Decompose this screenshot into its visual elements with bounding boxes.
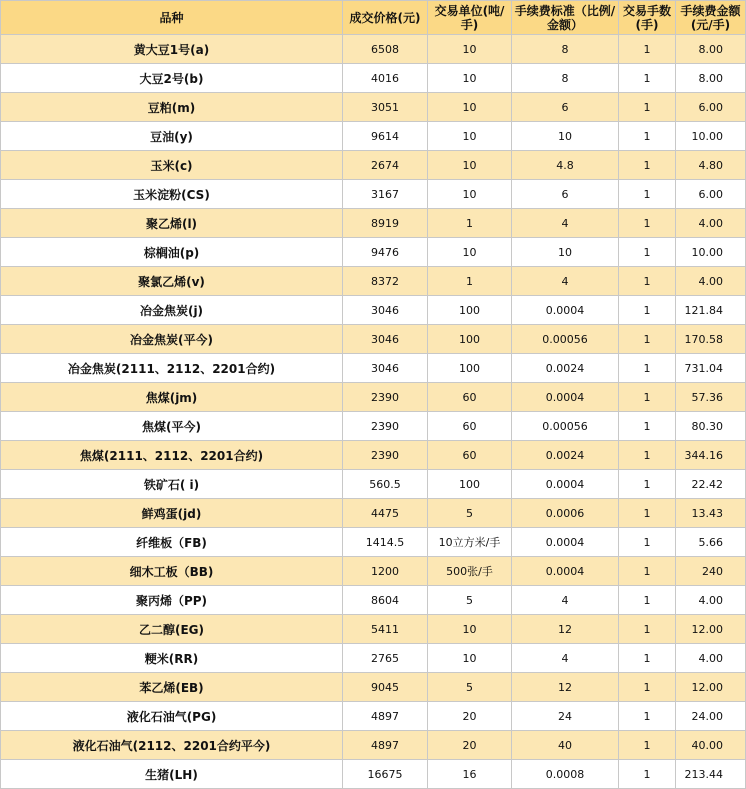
fee-amount-cell: 12.00 (676, 673, 746, 702)
price-cell: 3046 (343, 325, 428, 354)
trade-unit-cell: 60 (428, 441, 512, 470)
fee-amount-cell: 10.00 (676, 238, 746, 267)
lots-cell: 1 (619, 702, 676, 731)
lots-cell: 1 (619, 238, 676, 267)
header-lots: 交易手数(手) (619, 1, 676, 35)
fee-amount-cell: 24.00 (676, 702, 746, 731)
fee-standard-cell: 8 (512, 35, 619, 64)
price-cell: 2390 (343, 383, 428, 412)
fee-amount-cell: 4.00 (676, 586, 746, 615)
fee-standard-cell: 10 (512, 238, 619, 267)
lots-cell: 1 (619, 557, 676, 586)
price-cell: 16675 (343, 760, 428, 789)
variety-cell: 聚氯乙烯(v) (1, 267, 343, 296)
table-row (1, 354, 746, 383)
lots-cell: 1 (619, 122, 676, 151)
price-cell: 560.5 (343, 470, 428, 499)
table-row (1, 470, 746, 499)
header-trade-unit: 交易单位(吨/手) (428, 1, 512, 35)
variety-cell: 棕榈油(p) (1, 238, 343, 267)
trade-unit-cell: 10 (428, 93, 512, 122)
header-price: 成交价格(元) (343, 1, 428, 35)
trade-unit-cell: 10 (428, 238, 512, 267)
lots-cell: 1 (619, 354, 676, 383)
variety-cell: 黄大豆1号(a) (1, 35, 343, 64)
variety-cell: 铁矿石( i) (1, 470, 343, 499)
fee-standard-cell: 0.0004 (512, 383, 619, 412)
fee-amount-cell: 4.00 (676, 209, 746, 238)
trade-unit-cell: 10 (428, 151, 512, 180)
lots-cell: 1 (619, 180, 676, 209)
trade-unit-cell: 10 (428, 644, 512, 673)
table-row (1, 267, 746, 296)
fee-amount-cell: 10.00 (676, 122, 746, 151)
table-row (1, 586, 746, 615)
fee-amount-cell: 8.00 (676, 64, 746, 93)
fee-standard-cell: 4 (512, 209, 619, 238)
lots-cell: 1 (619, 209, 676, 238)
price-cell: 4897 (343, 702, 428, 731)
table-row (1, 296, 746, 325)
price-cell: 6508 (343, 35, 428, 64)
fee-amount-cell: 13.43 (676, 499, 746, 528)
variety-cell: 大豆2号(b) (1, 64, 343, 93)
fee-amount-cell: 5.66 (676, 528, 746, 557)
variety-cell: 液化石油气(PG) (1, 702, 343, 731)
fee-amount-cell: 170.58 (676, 325, 746, 354)
price-cell: 4475 (343, 499, 428, 528)
fee-standard-cell: 4 (512, 644, 619, 673)
trade-unit-cell: 60 (428, 412, 512, 441)
fee-standard-cell: 8 (512, 64, 619, 93)
header-row (1, 1, 746, 35)
fee-amount-cell: 213.44 (676, 760, 746, 789)
table-row (1, 383, 746, 412)
table-row (1, 325, 746, 354)
table-row (1, 731, 746, 760)
price-cell: 5411 (343, 615, 428, 644)
variety-cell: 冶金焦炭(平今) (1, 325, 343, 354)
price-cell: 2390 (343, 412, 428, 441)
table-row (1, 673, 746, 702)
lots-cell: 1 (619, 296, 676, 325)
trade-unit-cell: 60 (428, 383, 512, 412)
variety-cell: 焦煤(2111、2112、2201合约) (1, 441, 343, 470)
fee-standard-cell: 0.0024 (512, 354, 619, 383)
fee-standard-cell: 6 (512, 93, 619, 122)
price-cell: 3046 (343, 296, 428, 325)
fee-standard-cell: 0.0004 (512, 470, 619, 499)
trade-unit-cell: 5 (428, 499, 512, 528)
fee-standard-cell: 0.0006 (512, 499, 619, 528)
header-fee-standard: 手续费标准（比例/金额） (512, 1, 619, 35)
variety-cell: 液化石油气(2112、2201合约平今) (1, 731, 343, 760)
fee-standard-cell: 0.00056 (512, 325, 619, 354)
price-cell: 1200 (343, 557, 428, 586)
trade-unit-cell: 20 (428, 702, 512, 731)
trade-unit-cell: 100 (428, 325, 512, 354)
trade-unit-cell: 16 (428, 760, 512, 789)
fee-standard-cell: 4.8 (512, 151, 619, 180)
lots-cell: 1 (619, 151, 676, 180)
table-row (1, 557, 746, 586)
price-cell: 2765 (343, 644, 428, 673)
trade-unit-cell: 500张/手 (428, 557, 512, 586)
lots-cell: 1 (619, 760, 676, 789)
fee-standard-cell: 12 (512, 615, 619, 644)
lots-cell: 1 (619, 35, 676, 64)
trade-unit-cell: 10 (428, 64, 512, 93)
fee-standard-cell: 4 (512, 586, 619, 615)
fee-amount-cell: 12.00 (676, 615, 746, 644)
table-row (1, 760, 746, 789)
fee-amount-cell: 4.00 (676, 644, 746, 673)
fee-standard-cell: 10 (512, 122, 619, 151)
header-variety: 品种 (1, 1, 343, 35)
fee-standard-cell: 6 (512, 180, 619, 209)
variety-cell: 聚乙烯(l) (1, 209, 343, 238)
table-row (1, 122, 746, 151)
trade-unit-cell: 10 (428, 122, 512, 151)
table-row (1, 209, 746, 238)
lots-cell: 1 (619, 267, 676, 296)
price-cell: 3167 (343, 180, 428, 209)
variety-cell: 细木工板（BB) (1, 557, 343, 586)
table-row (1, 702, 746, 731)
fee-amount-cell: 22.42 (676, 470, 746, 499)
trade-unit-cell: 5 (428, 673, 512, 702)
variety-cell: 豆粕(m) (1, 93, 343, 122)
variety-cell: 生猪(LH) (1, 760, 343, 789)
price-cell: 3046 (343, 354, 428, 383)
lots-cell: 1 (619, 325, 676, 354)
price-cell: 4016 (343, 64, 428, 93)
table-row (1, 412, 746, 441)
fee-standard-cell: 0.0004 (512, 557, 619, 586)
price-cell: 2390 (343, 441, 428, 470)
fee-standard-cell: 0.0004 (512, 296, 619, 325)
price-cell: 8372 (343, 267, 428, 296)
trade-unit-cell: 1 (428, 267, 512, 296)
fee-amount-cell: 57.36 (676, 383, 746, 412)
trade-unit-cell: 10立方米/手 (428, 528, 512, 557)
trade-unit-cell: 10 (428, 180, 512, 209)
table-row (1, 64, 746, 93)
variety-cell: 玉米(c) (1, 151, 343, 180)
fee-amount-cell: 121.84 (676, 296, 746, 325)
fee-amount-cell: 4.80 (676, 151, 746, 180)
fee-standard-cell: 0.0008 (512, 760, 619, 789)
table-row (1, 615, 746, 644)
fee-standard-cell: 0.0024 (512, 441, 619, 470)
variety-cell: 粳米(RR) (1, 644, 343, 673)
price-cell: 8919 (343, 209, 428, 238)
fee-standard-cell: 12 (512, 673, 619, 702)
fee-amount-cell: 6.00 (676, 93, 746, 122)
variety-cell: 聚丙烯（PP) (1, 586, 343, 615)
price-cell: 3051 (343, 93, 428, 122)
lots-cell: 1 (619, 441, 676, 470)
fee-standard-cell: 0.00056 (512, 412, 619, 441)
table-row (1, 93, 746, 122)
table-row (1, 238, 746, 267)
trade-unit-cell: 1 (428, 209, 512, 238)
fee-amount-cell: 40.00 (676, 731, 746, 760)
header-fee-amount: 手续费金额(元/手) (676, 1, 746, 35)
fee-amount-cell: 80.30 (676, 412, 746, 441)
fee-amount-cell: 731.04 (676, 354, 746, 383)
lots-cell: 1 (619, 383, 676, 412)
variety-cell: 冶金焦炭(2111、2112、2201合约) (1, 354, 343, 383)
variety-cell: 焦煤(jm) (1, 383, 343, 412)
trade-unit-cell: 5 (428, 586, 512, 615)
trade-unit-cell: 100 (428, 296, 512, 325)
variety-cell: 乙二醇(EG) (1, 615, 343, 644)
table-row (1, 151, 746, 180)
variety-cell: 玉米淀粉(CS) (1, 180, 343, 209)
lots-cell: 1 (619, 64, 676, 93)
price-cell: 2674 (343, 151, 428, 180)
fee-standard-cell: 4 (512, 267, 619, 296)
trade-unit-cell: 100 (428, 470, 512, 499)
variety-cell: 纤维板（FB) (1, 528, 343, 557)
table-row (1, 441, 746, 470)
lots-cell: 1 (619, 731, 676, 760)
fee-standard-cell: 40 (512, 731, 619, 760)
trade-unit-cell: 100 (428, 354, 512, 383)
table-row (1, 35, 746, 64)
fee-amount-cell: 8.00 (676, 35, 746, 64)
lots-cell: 1 (619, 615, 676, 644)
lots-cell: 1 (619, 93, 676, 122)
fee-amount-cell: 240 (676, 557, 746, 586)
table-row (1, 499, 746, 528)
fee-amount-cell: 344.16 (676, 441, 746, 470)
table-row (1, 528, 746, 557)
table-row (1, 180, 746, 209)
price-cell: 1414.5 (343, 528, 428, 557)
lots-cell: 1 (619, 528, 676, 557)
trade-unit-cell: 10 (428, 615, 512, 644)
lots-cell: 1 (619, 673, 676, 702)
price-cell: 9614 (343, 122, 428, 151)
variety-cell: 豆油(y) (1, 122, 343, 151)
variety-cell: 鲜鸡蛋(jd) (1, 499, 343, 528)
fee-amount-cell: 6.00 (676, 180, 746, 209)
lots-cell: 1 (619, 586, 676, 615)
table-row (1, 644, 746, 673)
lots-cell: 1 (619, 499, 676, 528)
variety-cell: 焦煤(平今) (1, 412, 343, 441)
fee-amount-cell: 4.00 (676, 267, 746, 296)
variety-cell: 冶金焦炭(j) (1, 296, 343, 325)
lots-cell: 1 (619, 412, 676, 441)
lots-cell: 1 (619, 644, 676, 673)
table-body (1, 35, 746, 789)
trade-unit-cell: 10 (428, 35, 512, 64)
fee-standard-cell: 0.0004 (512, 528, 619, 557)
price-cell: 4897 (343, 731, 428, 760)
price-cell: 9045 (343, 673, 428, 702)
variety-cell: 苯乙烯(EB) (1, 673, 343, 702)
price-cell: 8604 (343, 586, 428, 615)
price-cell: 9476 (343, 238, 428, 267)
trade-unit-cell: 20 (428, 731, 512, 760)
lots-cell: 1 (619, 470, 676, 499)
fee-standard-cell: 24 (512, 702, 619, 731)
